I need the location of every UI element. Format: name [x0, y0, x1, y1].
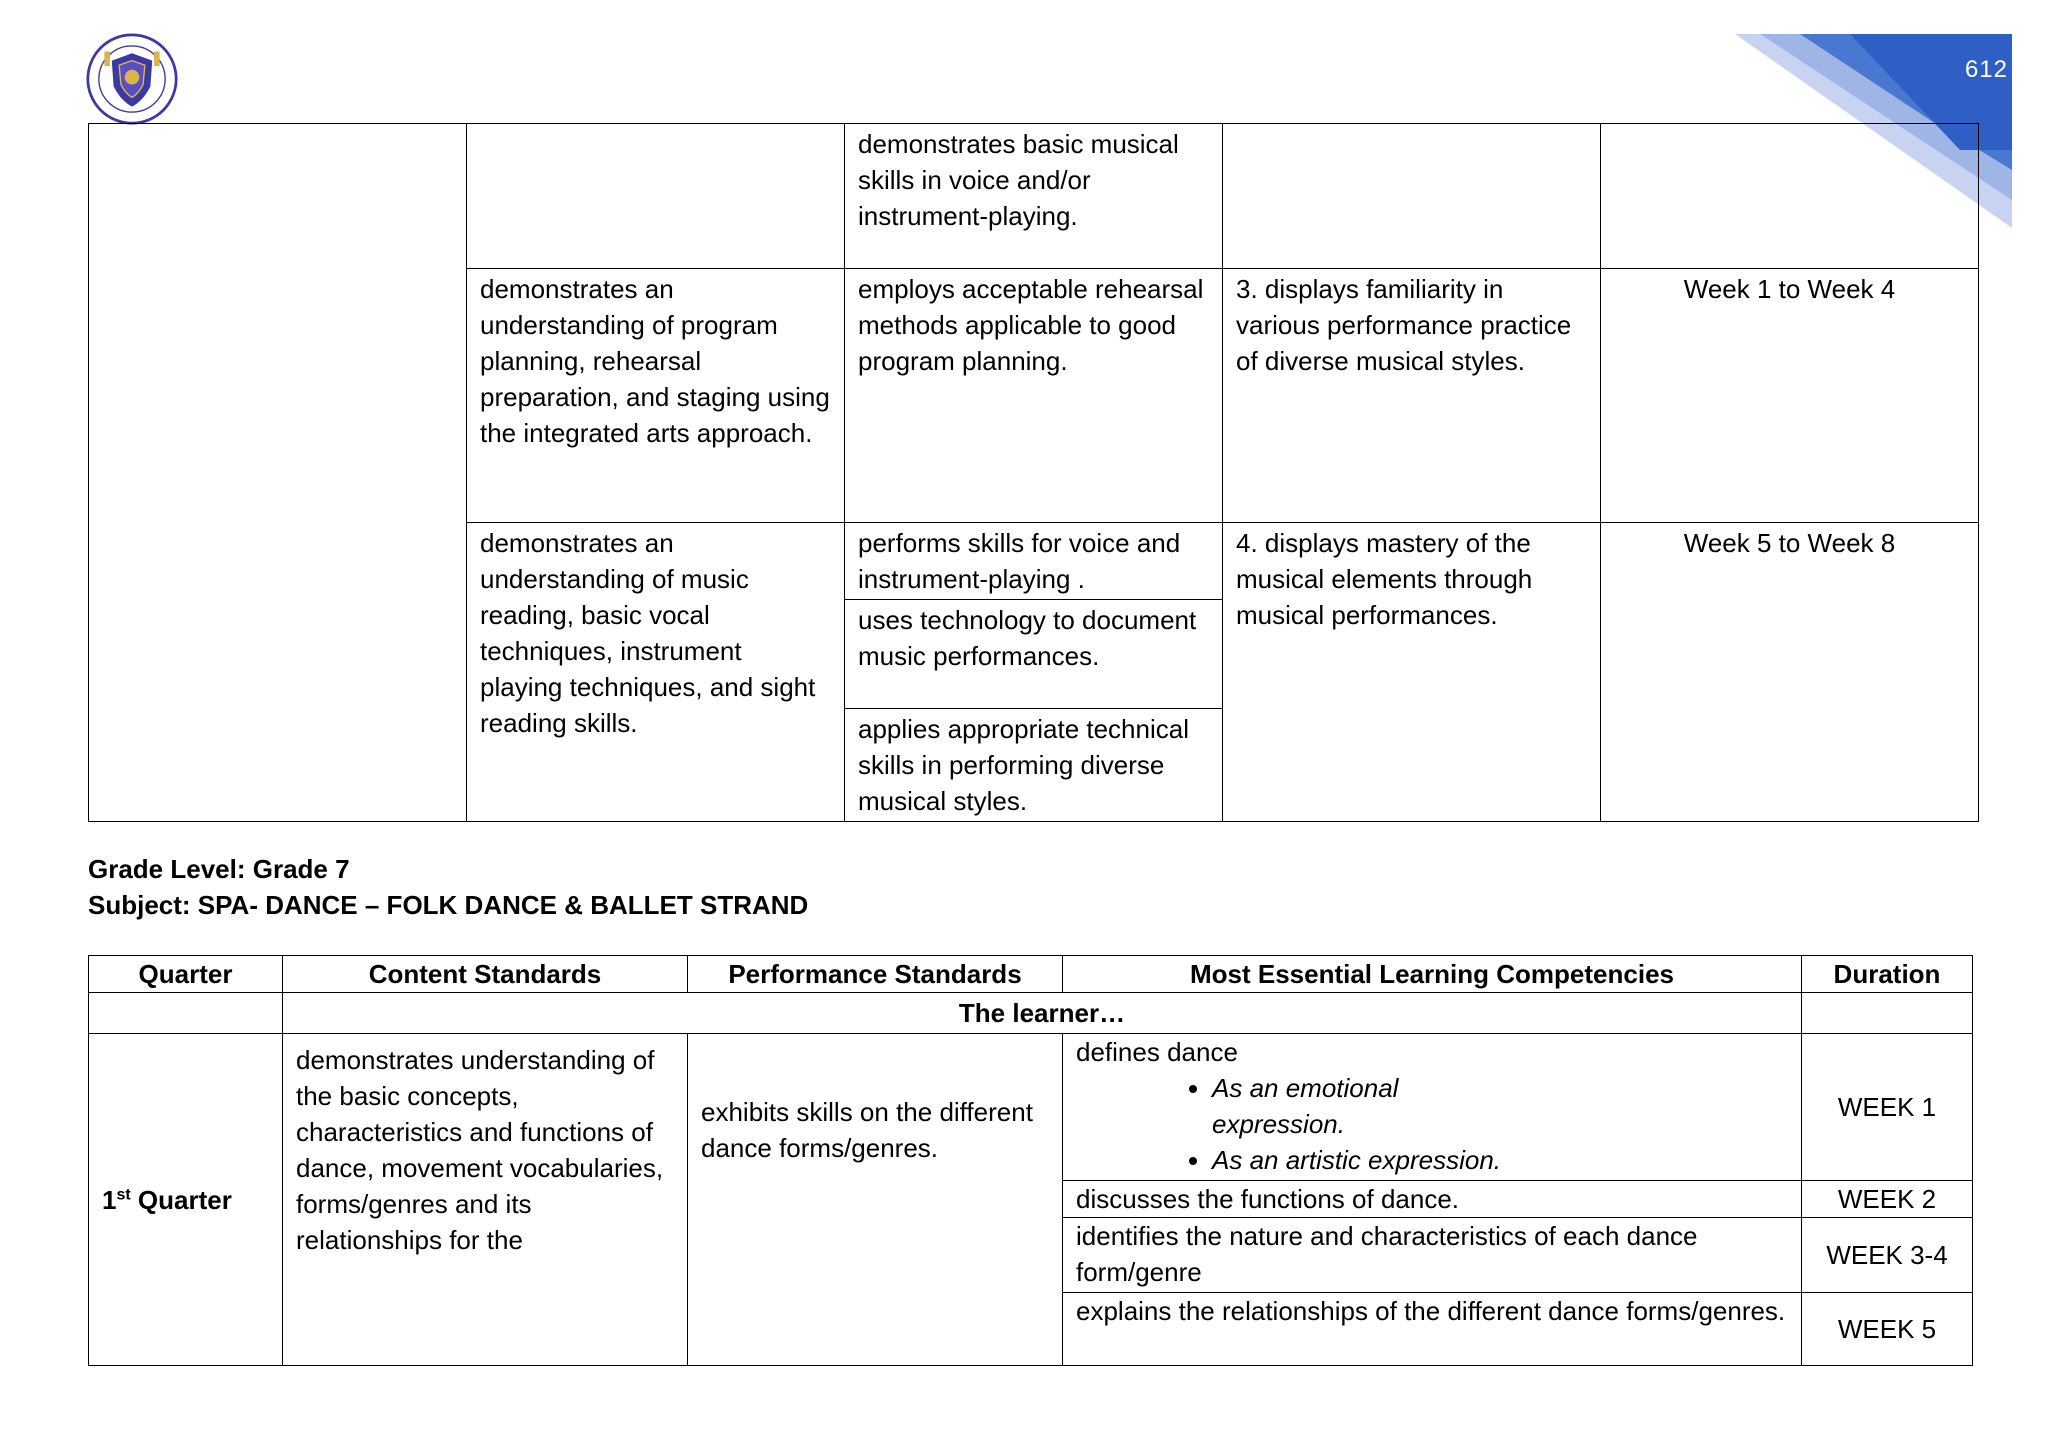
duration-cell: WEEK 3-4	[1802, 1218, 1973, 1293]
duration-cell: Week 5 to Week 8	[1601, 523, 1979, 822]
table-row	[89, 124, 1979, 269]
list-item: • As an artistic expression.	[1212, 1142, 1788, 1178]
empty-quarter-cell	[89, 124, 467, 822]
page-number: 612	[1964, 56, 2008, 83]
list-item: • As an emotional expression.	[1212, 1070, 1412, 1142]
performance-cell: demonstrates basic musical skills in voice and/or instrument-playing.	[845, 124, 1223, 269]
subject-title: Subject: SPA- DANCE – FOLK DANCE & BALLET STRAND	[88, 890, 809, 920]
table-header-row	[89, 956, 1973, 993]
performance-cell: uses technology to document music performances.	[845, 600, 1223, 709]
duration-cell: Week 1 to Week 4	[1601, 269, 1979, 523]
music-curriculum-table	[88, 123, 1979, 822]
content-cell: demonstrates an understanding of music reading, basic vocal techniques, instrument playing techniques, and sight reading skills.	[467, 523, 845, 822]
header-competencies: Most Essential Learning Competencies	[1063, 956, 1802, 993]
bullet-list	[1076, 1070, 1788, 1178]
empty-cell	[1802, 993, 1973, 1034]
duration-cell: WEEK 1	[1802, 1034, 1973, 1181]
content-cell: demonstrates an understanding of program planning, rehearsal preparation, and staging using the integrated arts approach.	[467, 269, 845, 523]
learner-label: The learner…	[283, 993, 1802, 1034]
empty-competency-cell	[1223, 124, 1601, 269]
quarter-cell: 1st Quarter	[89, 1034, 283, 1366]
deped-seal-icon	[86, 33, 178, 125]
performance-cell: employs acceptable rehearsal methods applicable to good program planning.	[845, 269, 1223, 523]
performance-cell: applies appropriate technical skills in performing diverse musical styles.	[845, 709, 1223, 822]
header-quarter: Quarter	[89, 956, 283, 993]
competency-cell: explains the relationships of the different dance forms/genres.	[1063, 1293, 1802, 1366]
duration-cell: WEEK 2	[1802, 1181, 1973, 1218]
empty-duration-cell	[1601, 124, 1979, 269]
competency-cell: discusses the functions of dance.	[1063, 1181, 1802, 1218]
competency-cell: identifies the nature and characteristics of each dance form/genre	[1063, 1218, 1802, 1293]
empty-content-cell	[467, 124, 845, 269]
header-content-standards: Content Standards	[283, 956, 688, 993]
competency-cell: 4. displays mastery of the musical elements through musical performances.	[1223, 523, 1601, 822]
competency-text: defines dance	[1076, 1037, 1238, 1067]
duration-cell: WEEK 5	[1802, 1293, 1973, 1366]
competency-cell: 3. displays familiarity in various performance practice of diverse musical styles.	[1223, 269, 1601, 523]
content-cell: demonstrates understanding of the basic concepts, characteristics and functions of dance, movement vocabularies, forms/genres and its relationships for the	[283, 1034, 688, 1366]
header-performance-standards: Performance Standards	[688, 956, 1063, 993]
dance-curriculum-table	[88, 955, 1973, 1366]
grade-level: Grade Level: Grade 7	[88, 854, 350, 884]
learner-row	[89, 993, 1973, 1034]
competency-cell	[1063, 1034, 1802, 1181]
empty-cell	[89, 993, 283, 1034]
table-row	[89, 1034, 1973, 1181]
header-duration: Duration	[1802, 956, 1973, 993]
performance-cell: performs skills for voice and instrument-playing .	[845, 523, 1223, 600]
performance-cell: exhibits skills on the different dance forms/genres.	[688, 1034, 1063, 1366]
